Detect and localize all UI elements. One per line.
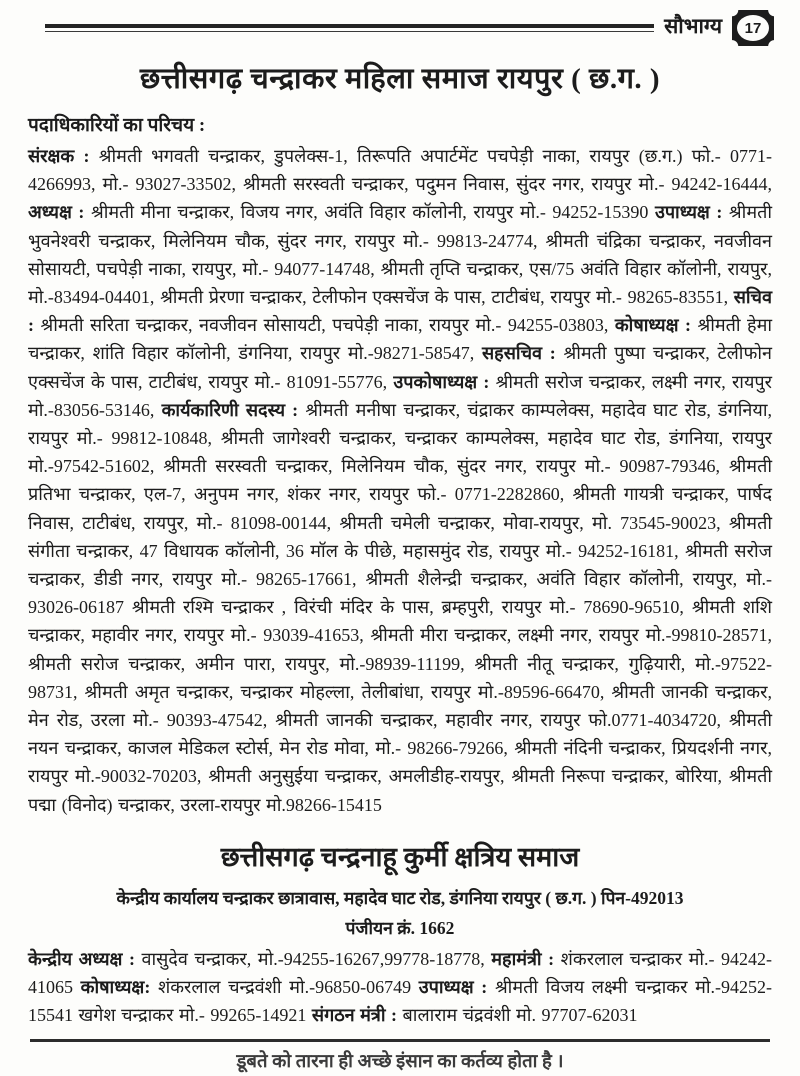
header-rule [45,24,654,32]
section1-officers-paragraph: संरक्षक : श्रीमती भगवती चन्द्राकर, डुपलेक्स-1, तिरूपति अपार्टमेंट पचपेड़ी नाका, रायपुर (छ.ग.) फो.- 0771-4266993, मो.- 93027-33502, श्रीमती सरस्वती चन्द्राकर, पदुमन निवास, सुंदर नगर, रायपुर मो.- 94242-16444, अध्यक्ष : श्रीमती मीना चन्द्राकर, विजय नगर, अवंति विहार कॉलोनी, रायपुर मो.- 94252-15390 उपाध्यक्ष : श्रीमती भुवनेश्वरी चन्द्राकर, मिलेनियम चौक, सुंदर नगर, रायपुर मो.- 99813-24774, श्रीमती चंद्रिका चन्द्राकर, नवजीवन सोसायटी, पचपेड़ी नाका, रायपुर, मो.- 94077-14748, श्रीमती तृप्ति चन्द्राकर, एस/75 अवंति विहार कॉलोनी, रायपुर, मो.-83494-04401, श्रीमती प्रेरणा चन्द्राकर, टेलीफोन एक्सचेंज के पास, टाटीबंध, रायपुर मो.- 98265-83551, सचिव : श्रीमती सरिता चन्द्राकर, नवजीवन सोसायटी, पचपेड़ी नाका, रायपुर मो.- 94255-03803, कोषाध्यक्ष : श्रीमती हेमा चन्द्राकर, शांति विहार कॉलोनी, डंगनिया, रायपुर मो.-98271-58547, सहसचिव : श्रीमती पुष्पा चन्द्राकर, टेलीफोन एक्सचेंज के पास, टाटीबंध, रायपुर मो.- 81091-55776, उपकोषाध्यक्ष : श्रीमती सरोज चन्द्राकर, लक्ष्मी नगर, रायपुर मो.-83056-53146, कार्यकारिणी सदस्य : श्रीमती मनीषा चन्द्राकर, चंद्राकर काम्पलेक्स, महादेव घाट रोड, डंगनिया, रायपुर मो.- 99812-10848, श्रीमती जागेश्वरी चन्द्राकर, चन्द्राकर काम्पलेक्स, महादेव घाट रोड, डंगनिया, रायपुर मो.-97542-51602, श्रीमती सरस्वती चन्द्राकर, मिलेनियम चौक, सुंदर नगर, रायपुर मो.- 90987-79346, श्रीमती प्रतिभा चन्द्राकर, एल-7, अनुपम नगर, शंकर नगर, रायपुर फो.- 0771-2282860, श्रीमती गायत्री चन्द्राकर, पार्षद निवास, टाटीबंध, रायपुर, मो.- 81098-00144, श्रीमती चमेली चन्द्राकर, मोवा-रायपुर, मो. 73545-90023, श्रीमती संगीता चन्द्राकर, 47 विधायक कॉलोनी, 36 मॉल के पीछे, महासमुंद रोड, रायपुर मो.- 94252-16181, श्रीमती सरोज चन्द्राकर, डीडी नगर, रायपुर मो.- 98265-17661, श्रीमती शैलेन्द्री चन्द्राकर, अवंति विहार कॉलोनी, रायपुर, मो.- 93026-06187 श्रीमती रश्मि चन्द्राकर , विरंची मंदिर के पास, ब्रम्हपुरी, रायपुर मो.- 78690-96510, श्रीमती शशि चन्द्राकर, महावीर नगर, रायपुर मो.- 93039-41653, श्रीमती मीरा चन्द्राकर, लक्ष्मी नगर, रायपुर मो.-99810-28571, श्रीमती सरोज चन्द्राकर, अमीन पारा, रायपुर, मो.-98939-11199, श्रीमती नीतू चन्द्राकर, गुढ़ियारी, मो.-97522-98731, श्रीमती अमृत चन्द्राकर, चन्द्राकर मोहल्ला, तेलीबांधा, रायपुर मो.-89596-66470, श्रीमती जानकी चन्द्राकर, मेन रोड, उरला मो.- 90393-47542, श्रीमती जानकी चन्द्राकर, महावीर नगर, रायपुर फो.0771-4034720, श्रीमती नयन चन्द्राकर, काजल मेडिकल स्टोर्स, मेन रोड मोवा, मो.- 98266-79266, श्रीमती नंदिनी चन्द्राकर, प्रियदर्शनी नगर, रायपुर मो.-90032-70203, श्रीमती अनुसुईया चन्द्राकर, अमलीडीह-रायपुर, श्रीमती निरूपा चन्द्राकर, बोरिया, श्रीमती पद्मा (विनोद) चन्द्राकर, उरला-रायपुर मो.98266-15415 [28,146,773,815]
central-office-address: केन्द्रीय कार्यालय चन्द्राकर छात्रावास, महादेव घाट रोड, डंगनिया रायपुर ( छ.ग. ) पिन-492013 [116,887,684,908]
section2-title: छत्तीसगढ़ चन्द्रनाहू कुर्मी क्षत्रिय समाज [220,841,580,872]
footer-quote: डूबते को तारना ही अच्छे इंसान का कर्तव्य होता है । [236,1052,564,1073]
section1-title: छत्तीसगढ़ चन्द्राकर महिला समाज रायपुर ( छ.ग. ) [139,63,661,95]
officers-intro-label: पदाधिकारियों का परिचय : [28,115,206,136]
footer-rule [30,1039,770,1042]
registration-number: पंजीयन क्रं. 1662 [345,917,455,938]
page-header [45,10,774,46]
page-number: 17 [737,15,769,41]
magazine-name: सौभाग्य [664,14,722,38]
page-number-badge [732,10,774,46]
section2-officers-paragraph: केन्द्रीय अध्यक्ष : वासुदेव चन्द्राकर, मो.-94255-16267,99778-18778, महामंत्री : शंकरलाल चन्द्राकर मो.- 94242-41065 कोषाध्यक्ष: शंकरलाल चन्द्रवंशी मो.-96850-06749 उपाध्यक्ष : श्रीमती विजय लक्ष्मी चन्द्राकर मो.-94252-15541 खगेश चन्द्राकर मो.- 99265-14921 संगठन मंत्री : बालाराम चंद्रवंशी मो. 97707-62031 [28,948,773,1026]
